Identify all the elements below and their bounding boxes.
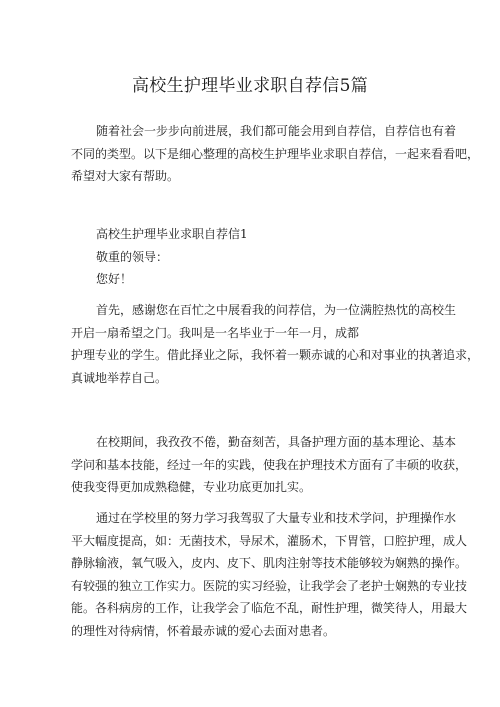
text-line: 护理专业的学生。借此择业之际，我怀着一颗赤诚的心和对事业的执著追求， [71,348,480,363]
text-line: 能。各科病房的工作，让我学会了临危不乱，耐性护理，微笑待人，用最大 [71,601,468,616]
text-line: 使我变得更加成熟稳健，专业功底更加扎实。 [71,480,312,495]
text-line: 希望对大家有帮助。 [71,169,180,184]
text-line: 有较强的独立工作实力。医院的实习经验，让我学会了老护士娴熟的专业技 [71,578,468,593]
salutation: 敬重的领导： [96,249,169,264]
text-line: 不同的类型。以下是细心整理的高校生护理毕业求职自荐信，一起来看看吧， [71,146,480,161]
text-line: 学问和基本技能，经过一年的实践，使我在护理技术方面有了丰硕的收获， [71,457,468,472]
text-line: 在校期间，我孜孜不倦，勤奋刻苦，具备护理方面的基本理论、基本 [96,435,457,449]
text-line: 平大幅度提高，如：无菌技术，导尿术，灌肠术，下胃管，口腔护理，成人 [71,533,468,548]
text-line: 的理性对待病情，怀着最赤诚的爱心去面对患者。 [71,623,336,638]
intro-paragraph [71,120,480,188]
text-line: 静脉输液，氧气吸入，皮内、皮下、肌肉注射等技术能够较为娴熟的操作。 [71,556,468,571]
text-line: 通过在学校里的努力学习我驾驭了大量专业和技术学问，护理操作水 [96,511,457,525]
body-paragraph-1 [71,299,480,389]
letter-body [71,223,435,291]
text-line: 开启一扇希望之门。我叫是一名毕业于一年一月，成都 [71,325,360,340]
text-line: 首先，感谢您在百忙之中展看我的问荐信，为一位满腔热忱的高校生 [96,303,457,317]
body-paragraph-2 [71,431,468,499]
greeting: 您好！ [96,272,133,287]
body-paragraph-3 [71,507,468,643]
text-line: 真诚地举荐自己。 [71,370,168,385]
section-heading: 高校生护理毕业求职自荐信1 [96,227,248,241]
text-line: 随着社会一步步向前进展，我们都可能会用到自荐信，自荐信也有着 [96,124,457,138]
document-title: 高校生护理毕业求职自荐信5篇 [131,76,368,96]
